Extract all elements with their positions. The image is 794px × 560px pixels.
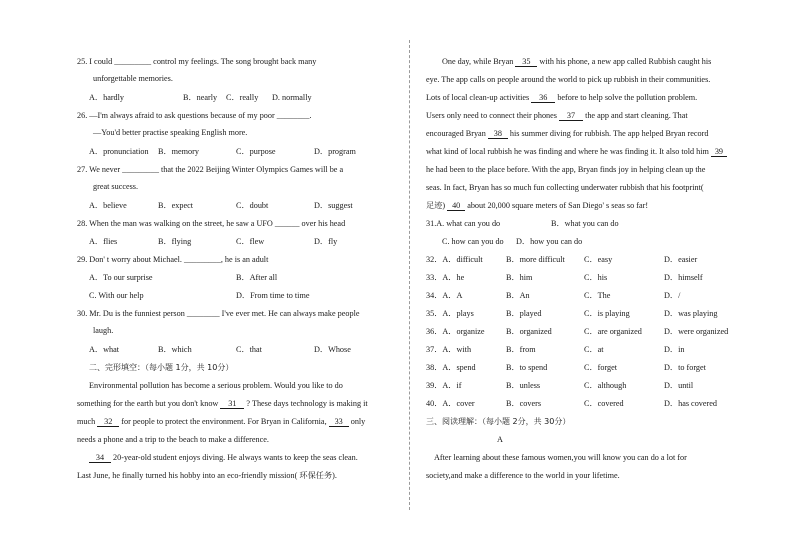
right-column <box>412 0 794 560</box>
q33-option-c[interactable]: C．his <box>584 273 608 282</box>
q32-option-a[interactable]: 32．A．difficult <box>426 255 483 264</box>
q35-option-a[interactable]: 35．A．plays <box>426 309 474 318</box>
q34-option-a[interactable]: 34．A．A <box>426 291 463 300</box>
q26-option-a[interactable]: A．pronunciation <box>89 147 149 156</box>
q39-option-a[interactable]: 39．A．if <box>426 381 462 390</box>
blank-35[interactable]: 35 <box>515 57 537 67</box>
cloze-text: ? These days technology is making it <box>244 399 368 408</box>
q25-option-b[interactable]: B．nearly <box>183 93 218 102</box>
blank-36[interactable]: 36 <box>531 93 555 103</box>
q25-stem-cont: unforgettable memories. <box>93 74 173 83</box>
q36-option-a[interactable]: 36．A．organize <box>426 327 485 336</box>
q25-option-c[interactable]: C．really <box>226 93 259 102</box>
q30-option-b[interactable]: B．which <box>158 345 192 354</box>
q33-option-d[interactable]: D．himself <box>664 273 703 282</box>
cloze-para-line: Environmental pollution has become a serious problem. Would you like to do <box>89 381 343 390</box>
story-line <box>426 129 708 139</box>
q30-stem-cont: laugh. <box>93 326 114 335</box>
blank-33[interactable]: 33 <box>329 417 349 427</box>
story-text: about 20,000 square meters of San Diego' s seas so far! <box>465 201 649 210</box>
story-text: the app and start cleaning. That <box>583 111 688 120</box>
story-line <box>426 93 697 103</box>
blank-38[interactable]: 38 <box>488 129 508 139</box>
story-text: before to help solve the pollution problem. <box>555 93 698 102</box>
cloze-para-line: Last June, he finally turned his hobby into an eco-friendly mission( 环保任务). <box>77 471 337 480</box>
q40-option-d[interactable]: D．has covered <box>664 399 717 408</box>
q37-option-c[interactable]: C．at <box>584 345 604 354</box>
q29-option-c[interactable]: C. With our help <box>89 291 144 300</box>
q32-option-d[interactable]: D．easier <box>664 255 698 264</box>
q31-option-c[interactable]: C. how can you do <box>442 237 504 246</box>
cloze-para-line <box>77 417 365 427</box>
story-text: with his phone, a new app called Rubbish caught his <box>537 57 712 66</box>
cloze-section-title: 二、完形填空：（每小题 1分，共 10分） <box>89 363 234 372</box>
q37-option-d[interactable]: D．in <box>664 345 685 354</box>
q30-option-c[interactable]: C．that <box>236 345 262 354</box>
q34-option-c[interactable]: C．The <box>584 291 611 300</box>
q38-option-a[interactable]: 38．A．spend <box>426 363 476 372</box>
q30-option-a[interactable]: A．what <box>89 345 120 354</box>
blank-34[interactable]: 34 <box>89 453 111 463</box>
q38-option-c[interactable]: C．forget <box>584 363 618 372</box>
reading-line: society,and make a difference to the world in your lifetime. <box>426 471 620 480</box>
cloze-text: only <box>348 417 366 426</box>
q36-option-c[interactable]: C．are organized <box>584 327 642 336</box>
q29-option-a[interactable]: A．To our surprise <box>89 273 153 282</box>
q28-option-a[interactable]: A．flies <box>89 237 118 246</box>
q27-stem-cont: great success. <box>93 182 139 191</box>
blank-39[interactable]: 39 <box>711 147 727 157</box>
cloze-text: for people to protect the environment. For Bryan in California, <box>119 417 329 426</box>
story-line <box>426 201 648 211</box>
q35-option-c[interactable]: C．is playing <box>584 309 630 318</box>
cloze-text: 20-year-old student enjoys diving. He always wants to keep the seas clean. <box>111 453 358 462</box>
story-text: One day, while Bryan <box>442 57 516 66</box>
q36-option-d[interactable]: D．were organized <box>664 327 729 336</box>
q32-option-b[interactable]: B．more difficult <box>506 255 565 264</box>
story-text: 足迹) <box>426 201 448 210</box>
story-line: he had been to the place before. With the app, Bryan finds joy in helping clean up the <box>426 165 706 174</box>
q32-option-c[interactable]: C．easy <box>584 255 613 264</box>
q26-option-d[interactable]: D．program <box>314 147 356 156</box>
story-text: encouraged Bryan <box>426 129 488 138</box>
q29-option-d[interactable]: D．From time to time <box>236 291 310 300</box>
story-line <box>426 147 727 157</box>
story-line: seas. In fact, Bryan has so much fun collecting underwater rubbish that his footprint( <box>426 183 704 192</box>
q39-option-d[interactable]: D．until <box>664 381 694 390</box>
column-divider <box>409 40 410 510</box>
q27-option-a[interactable]: A．believe <box>89 201 127 210</box>
q40-option-a[interactable]: 40．A．cover <box>426 399 475 408</box>
cloze-text: much <box>77 417 98 426</box>
story-text: his summer diving for rubbish. The app helped Bryan record <box>507 129 709 138</box>
cloze-text: something for the earth but you don't know <box>77 399 221 408</box>
q38-option-d[interactable]: D．to forget <box>664 363 706 372</box>
q33-option-b[interactable]: B．him <box>506 273 533 282</box>
q37-option-a[interactable]: 37．A．with <box>426 345 472 354</box>
q37-option-b[interactable]: B．from <box>506 345 536 354</box>
q35-option-b[interactable]: B．played <box>506 309 542 318</box>
q26-stem: 26. —I'm always afraid to ask questions because of my poor ________. <box>77 111 312 120</box>
q40-option-c[interactable]: C．covered <box>584 399 624 408</box>
q28-option-b[interactable]: B．flying <box>158 237 192 246</box>
story-line <box>426 111 688 121</box>
q39-option-c[interactable]: C．although <box>584 381 627 390</box>
q27-option-c[interactable]: C．doubt <box>236 201 269 210</box>
q31-option-d[interactable]: D．how you can do <box>516 237 583 246</box>
blank-32[interactable]: 32 <box>97 417 119 427</box>
q38-option-b[interactable]: B．to spend <box>506 363 548 372</box>
q25-option-d[interactable]: D. normally <box>272 93 312 102</box>
story-text: what kind of local rubbish he was finding and where he was finding it. It also told him <box>426 147 711 156</box>
q30-stem: 30. Mr. Du is the funniest person ________ I've ever met. He can always make people <box>77 309 360 318</box>
q25-stem: 25. I could _________ control my feelings. The song brought back many <box>77 57 317 66</box>
reading-line: After learning about these famous women,you will know you can do a lot for <box>434 453 687 462</box>
q26-option-b[interactable]: B．memory <box>158 147 199 156</box>
q34-option-b[interactable]: B．An <box>506 291 530 300</box>
q36-option-b[interactable]: B．organized <box>506 327 552 336</box>
story-line <box>442 57 711 67</box>
passage-letter: A <box>497 435 503 444</box>
q34-option-d[interactable]: D．/ <box>664 291 681 300</box>
story-text: Lots of local clean-up activities <box>426 93 532 102</box>
q29-stem: 29. Don' t worry about Michael. _________, he is an adult <box>77 255 269 264</box>
q26-option-c[interactable]: C．purpose <box>236 147 276 156</box>
q28-option-d[interactable]: D．fly <box>314 237 338 246</box>
blank-37[interactable]: 37 <box>559 111 583 121</box>
q31-option-a[interactable]: 31.A. what can you do <box>426 219 501 228</box>
q25-option-a[interactable]: A．hardly <box>89 93 125 102</box>
story-text: Users only need to connect their phones <box>426 111 560 120</box>
q35-option-d[interactable]: D．was playing <box>664 309 718 318</box>
blank-31[interactable]: 31 <box>220 399 244 409</box>
cloze-para-line: needs a phone and a trip to the beach to make a difference. <box>77 435 269 444</box>
story-line: eye. The app calls on people around the world to pick up rubbish in their communities. <box>426 75 711 84</box>
q40-option-b[interactable]: B．covers <box>506 399 542 408</box>
q28-stem: 28. When the man was walking on the street, he saw a UFO ______ over his head <box>77 219 346 228</box>
q29-option-b[interactable]: B．After all <box>236 273 278 282</box>
blank-40[interactable]: 40 <box>447 201 465 211</box>
q33-option-a[interactable]: 33．A．he <box>426 273 465 282</box>
q31-option-b[interactable]: B．what you can do <box>551 219 619 228</box>
reading-section-title: 三、阅读理解：（每小题 2分，共 30分） <box>426 417 571 426</box>
q27-stem: 27. We never _________ that the 2022 Beijing Winter Olympics Games will be a <box>77 165 344 174</box>
cloze-para-line <box>89 453 358 463</box>
q39-option-b[interactable]: B．unless <box>506 381 541 390</box>
q27-option-d[interactable]: D．suggest <box>314 201 353 210</box>
q27-option-b[interactable]: B．expect <box>158 201 194 210</box>
cloze-para-line <box>77 399 368 409</box>
q30-option-d[interactable]: D．Whose <box>314 345 351 354</box>
q26-stem-cont: —You'd better practise speaking English more. <box>93 128 248 137</box>
q28-option-c[interactable]: C．flew <box>236 237 265 246</box>
